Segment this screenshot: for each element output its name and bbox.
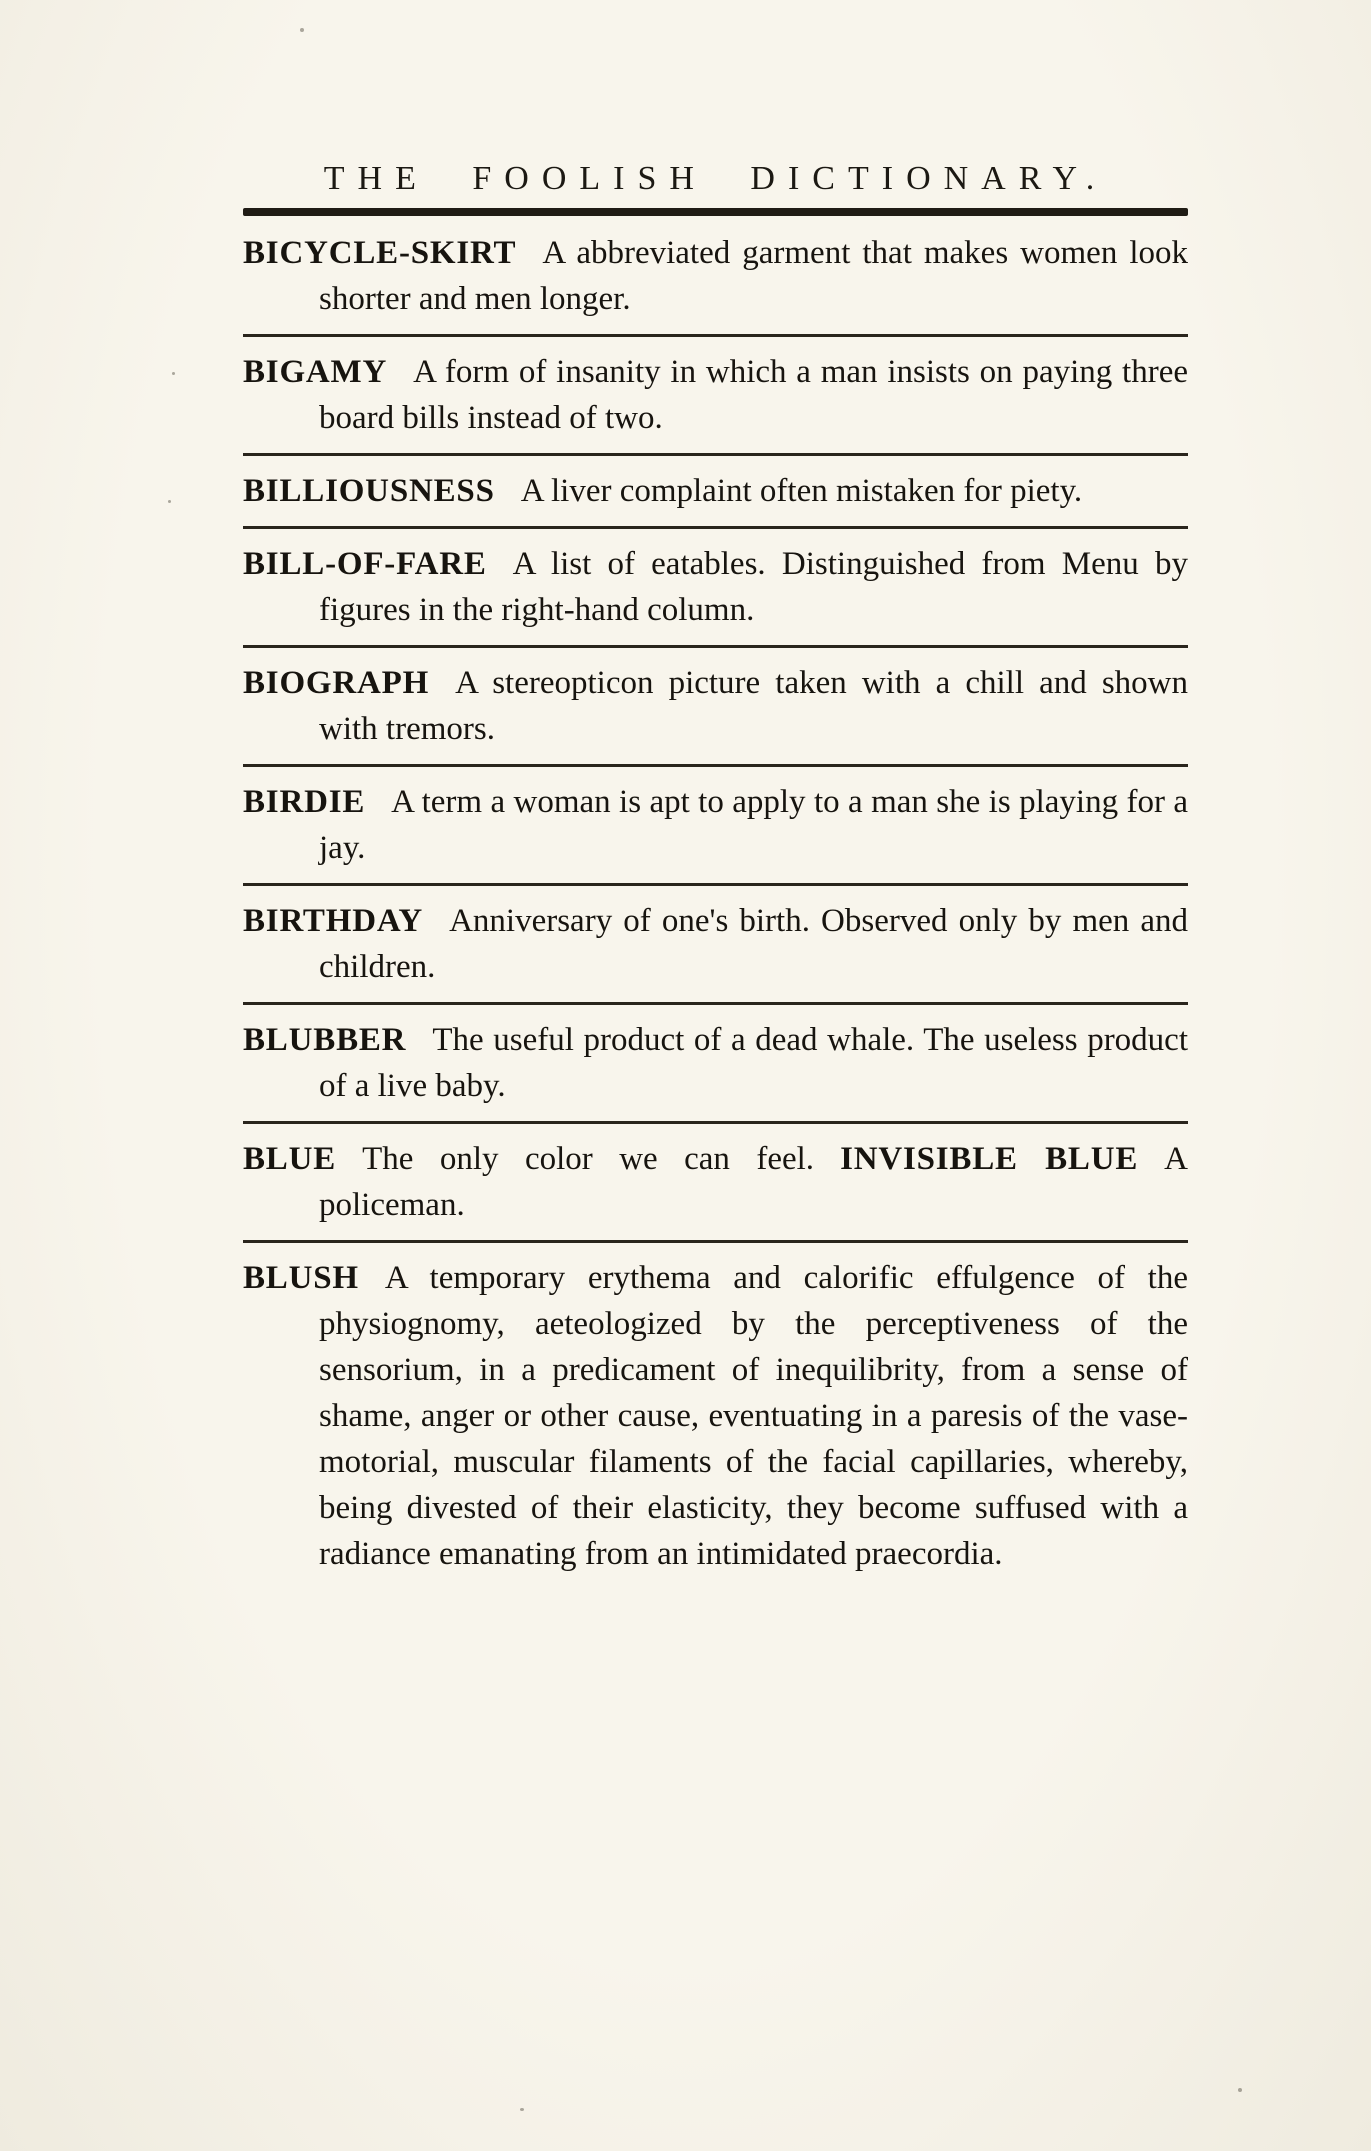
entry-term: BLUSH [243, 1260, 359, 1296]
page-content [243, 160, 1188, 1589]
entry-definition: A term a woman is apt to apply to a man she is playing for a jay. [319, 784, 1188, 866]
entry-term: BIOGRAPH [243, 665, 430, 701]
dictionary-entry [243, 1136, 1188, 1228]
dictionary-entry [243, 660, 1188, 752]
entry-term: BLUBBER [243, 1022, 407, 1058]
entry-separator [243, 1121, 1188, 1124]
scan-speck [168, 500, 171, 503]
entry-separator [243, 1002, 1188, 1005]
entry-definition: A list of eatables. Distinguished from Menu by figures in the right-hand column. [319, 546, 1188, 628]
entry-definition: A policeman. [319, 1141, 1188, 1223]
entry-subterm: INVISIBLE BLUE [840, 1141, 1139, 1177]
dictionary-entry [243, 1255, 1188, 1577]
entry-separator [243, 764, 1188, 767]
dictionary-entry [243, 1017, 1188, 1109]
dictionary-entry [243, 779, 1188, 871]
scan-speck [1238, 2088, 1242, 2092]
entry-term: BILL-OF-FARE [243, 546, 487, 582]
scan-speck [520, 2108, 524, 2111]
entry-definition: The useful product of a dead whale. The useless product of a live baby. [319, 1022, 1188, 1104]
page-title: THE FOOLISH DICTIONARY. [323, 160, 1108, 197]
entry-definition: A form of insanity in which a man insists on paying three board bills instead of two. [319, 354, 1188, 436]
entry-separator [243, 645, 1188, 648]
scan-speck [172, 372, 175, 375]
dictionary-entry [243, 468, 1188, 514]
scan-speck [300, 28, 304, 32]
dictionary-entry [243, 898, 1188, 990]
entry-separator [243, 526, 1188, 529]
dictionary-entry [243, 541, 1188, 633]
header-rule [243, 208, 1188, 216]
entry-definition: Anniversary of one's birth. Observed only by men and children. [319, 903, 1188, 985]
dictionary-entry [243, 230, 1188, 322]
entry-term: BICYCLE-SKIRT [243, 235, 517, 271]
entry-term: BLUE [243, 1141, 337, 1177]
entry-definition: A abbreviated garment that makes women look shorter and men longer. [319, 235, 1188, 317]
entry-definition: The only color we can feel. [362, 1141, 815, 1177]
entry-definition: A temporary erythema and calorific effulgence of the physiognomy, aeteologized by the perceptiveness of the sensorium, in a predicament of inequilibrity, from a sense of shame, anger or other cause, eventuating in a paresis of the vase-motorial, muscular filaments of the facial capillaries, whereby, being divested of their elasticity, they become suffused with a radiance emanating from an intimidated praecordia. [319, 1260, 1188, 1572]
entry-definition: A liver complaint often mistaken for piety. [520, 473, 1083, 509]
entry-term: BIRDIE [243, 784, 366, 820]
entry-separator [243, 334, 1188, 337]
entry-separator [243, 1240, 1188, 1243]
entry-term: BIRTHDAY [243, 903, 424, 939]
entry-term: BIGAMY [243, 354, 388, 390]
entry-separator [243, 883, 1188, 886]
entry-separator [243, 453, 1188, 456]
entry-definition: A stereopticon picture taken with a chill and shown with tremors. [319, 665, 1188, 747]
entry-term: BILLIOUSNESS [243, 473, 495, 509]
dictionary-entry [243, 349, 1188, 441]
